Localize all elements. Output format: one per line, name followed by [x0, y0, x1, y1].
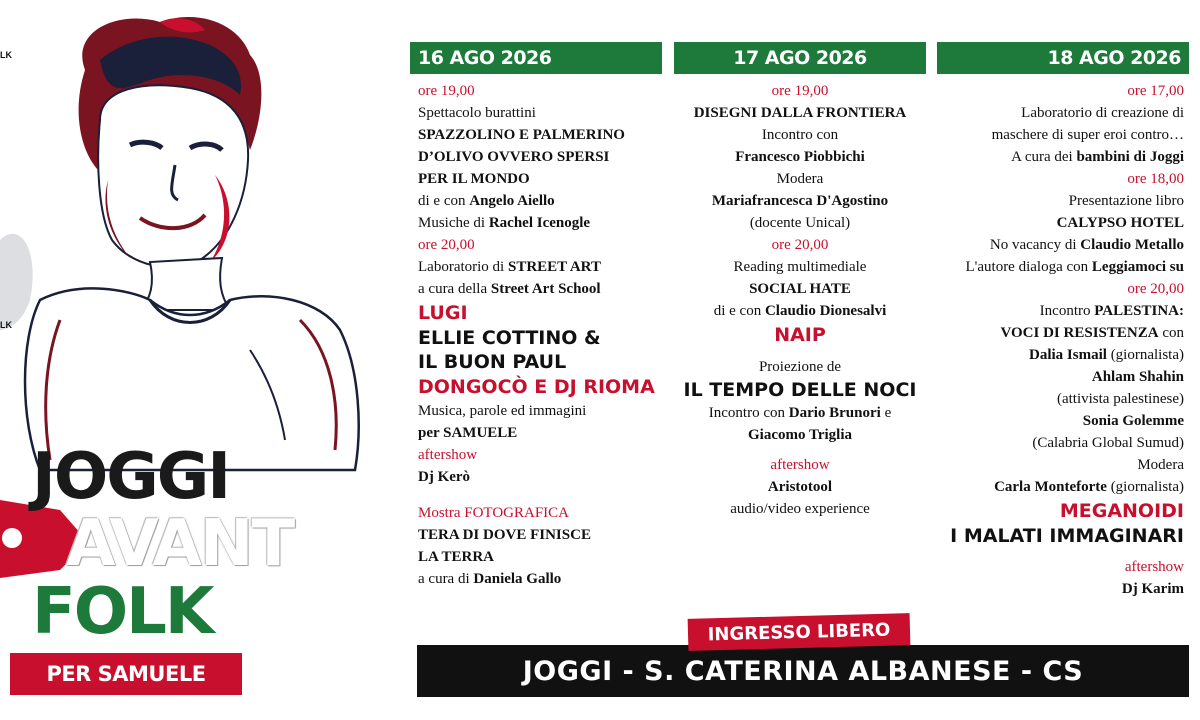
- performer-lugi: LUGI: [418, 302, 468, 324]
- event-title: PER IL MONDO: [418, 171, 530, 187]
- schedule-column-18: [934, 80, 1184, 600]
- performer-ellie: ELLIE COTTINO &: [418, 327, 601, 349]
- guest-name: Ahlam Shahin: [1091, 369, 1184, 385]
- aftershow-label: aftershow: [770, 457, 830, 473]
- aftershow-dj: Dj Karim: [1121, 581, 1184, 597]
- event-credit: [934, 234, 1184, 256]
- event-title: SPAZZOLINO E PALMERINO: [418, 127, 625, 143]
- poster-title-joggi: JOGGI: [32, 440, 230, 514]
- exhibition-kind: FOTOGRAFICA: [464, 505, 569, 521]
- moderator-label: Modera: [776, 171, 824, 187]
- day-header-16: 16 AGO 2026: [410, 42, 662, 74]
- exhibition-title: LA TERRA: [418, 549, 494, 565]
- event-credit: [672, 300, 928, 322]
- event-type: Laboratorio di creazione di: [1021, 105, 1184, 121]
- poster-corner-text: LK: [0, 50, 12, 60]
- event-credit: [418, 568, 668, 590]
- performer-naip: NAIP: [774, 324, 826, 346]
- event-time: ore 17,00: [1127, 83, 1184, 99]
- event-title: SOCIAL HATE: [749, 281, 851, 297]
- event-time: ore 18,00: [1127, 171, 1184, 187]
- guest-role: (giornalista): [1106, 347, 1184, 363]
- event-time: ore 19,00: [418, 83, 475, 99]
- guest-line: [934, 476, 1184, 498]
- credit-name: Leggiamoci su: [1091, 259, 1184, 275]
- performer-meganoidi: MEGANOIDI: [1059, 500, 1184, 522]
- event-description: Musica, parole ed immagini: [418, 403, 587, 419]
- event-type: Proiezione de: [758, 359, 842, 375]
- credit-prefix: di e con: [713, 303, 765, 319]
- event-title: VOCI DI RESISTENZA: [1000, 325, 1159, 341]
- aftershow-label: aftershow: [418, 447, 478, 463]
- credit-prefix: A cura dei: [1011, 149, 1077, 165]
- guest-name: Francesco Piobbichi: [735, 149, 865, 165]
- performer-dongoco: DONGOCÒ E DJ RIOMA: [418, 376, 655, 398]
- event-prefix: Incontro: [1039, 303, 1095, 319]
- moderator-name: Carla Monteforte: [994, 479, 1107, 495]
- moderator-role: (docente Unical): [749, 215, 851, 231]
- exhibition-prefix: Mostra: [418, 505, 465, 521]
- schedule-column-17: [672, 80, 928, 520]
- exhibition-type: [418, 502, 668, 524]
- event-time: ore 20,00: [771, 237, 829, 253]
- credit-name: Claudio Dionesalvi: [764, 303, 887, 319]
- credit-prefix: a cura della: [418, 281, 491, 297]
- exhibition-title: TERA DI DOVE FINISCE: [418, 527, 591, 543]
- credit-name: Street Art School: [490, 281, 601, 297]
- credit-name: Claudio Metallo: [1080, 237, 1184, 253]
- event-credit: [934, 256, 1184, 278]
- credit-name: Daniela Gallo: [473, 571, 562, 587]
- event-credit: [418, 190, 668, 212]
- event-title: PALESTINA:: [1094, 303, 1184, 319]
- aftershow-description: audio/video experience: [730, 501, 870, 517]
- credit-prefix: L'autore dialoga con: [965, 259, 1092, 275]
- event-type: Incontro con: [761, 127, 839, 143]
- event-title-line: [934, 322, 1184, 344]
- free-entry-badge: INGRESSO LIBERO: [688, 613, 911, 651]
- aftershow-artist: Aristotool: [767, 479, 833, 495]
- credit-prefix: a cura di: [418, 571, 474, 587]
- credit-prefix: di e con: [418, 193, 470, 209]
- poster-subtitle-badge: PER SAMUELE: [10, 653, 242, 695]
- event-type: [418, 256, 668, 278]
- event-time: ore 20,00: [1127, 281, 1184, 297]
- event-prefix: Laboratorio di: [418, 259, 508, 275]
- event-conjunction: con: [1158, 325, 1184, 341]
- credit-conjunction: e: [880, 405, 892, 421]
- moderator-name: Mariafrancesca D'Agostino: [711, 193, 889, 209]
- credit-name: Dario Brunori: [788, 405, 881, 421]
- credit-name: Rachel Icenogle: [488, 215, 591, 231]
- credit-prefix: No vacancy di: [989, 237, 1081, 253]
- event-title: D’OLIVO OVVERO SPERSI: [418, 149, 610, 165]
- poster-title-folk: FOLK: [32, 575, 213, 649]
- guest-role: (attivista palestinese): [1056, 391, 1184, 407]
- event-type: Reading multimediale: [733, 259, 867, 275]
- event-type: [934, 300, 1184, 322]
- credit-name: bambini di Joggi: [1076, 149, 1184, 165]
- event-credit: [672, 402, 928, 424]
- guest-name: Sonia Golemme: [1082, 413, 1184, 429]
- event-type: maschere di super eroi contro…: [991, 127, 1184, 143]
- day-header-18: 18 AGO 2026: [937, 42, 1189, 74]
- event-title: DISEGNI DALLA FRONTIERA: [693, 105, 907, 121]
- location-bar: JOGGI - S. CATERINA ALBANESE - CS: [417, 645, 1189, 697]
- event-credit: [934, 146, 1184, 168]
- performer-malati: I MALATI IMMAGINARI: [950, 525, 1184, 547]
- event-time: ore 20,00: [418, 237, 475, 253]
- moderator-label: Modera: [1137, 457, 1184, 473]
- credit-name: Angelo Aiello: [469, 193, 555, 209]
- event-type: Presentazione libro: [1068, 193, 1184, 209]
- event-credit: [418, 212, 668, 234]
- event-type: Spettacolo burattini: [418, 105, 536, 121]
- guest-name: Giacomo Triglia: [747, 427, 853, 443]
- aftershow-label: aftershow: [1124, 559, 1184, 575]
- credit-prefix: Musiche di: [418, 215, 489, 231]
- event-credit: [418, 278, 668, 300]
- poster-title-avant: AVANT: [66, 507, 294, 581]
- guest-role: (Calabria Global Sumud): [1032, 435, 1184, 451]
- day-header-17: 17 AGO 2026: [674, 42, 926, 74]
- event-time: ore 19,00: [771, 83, 829, 99]
- schedule-column-16: [418, 80, 668, 590]
- event-description: per SAMUELE: [418, 425, 518, 441]
- credit-prefix: Incontro con: [708, 405, 789, 421]
- guest-line: [934, 344, 1184, 366]
- book-title: CALYPSO HOTEL: [1056, 215, 1184, 231]
- event-title: STREET ART: [507, 259, 601, 275]
- aftershow-dj: Dj Kerò: [418, 469, 471, 485]
- film-title: IL TEMPO DELLE NOCI: [683, 379, 917, 401]
- guest-name: Dalia Ismail: [1029, 347, 1107, 363]
- moderator-role: (giornalista): [1106, 479, 1184, 495]
- performer-ellie: IL BUON PAUL: [418, 351, 567, 373]
- poster-side-text: LK: [0, 320, 12, 330]
